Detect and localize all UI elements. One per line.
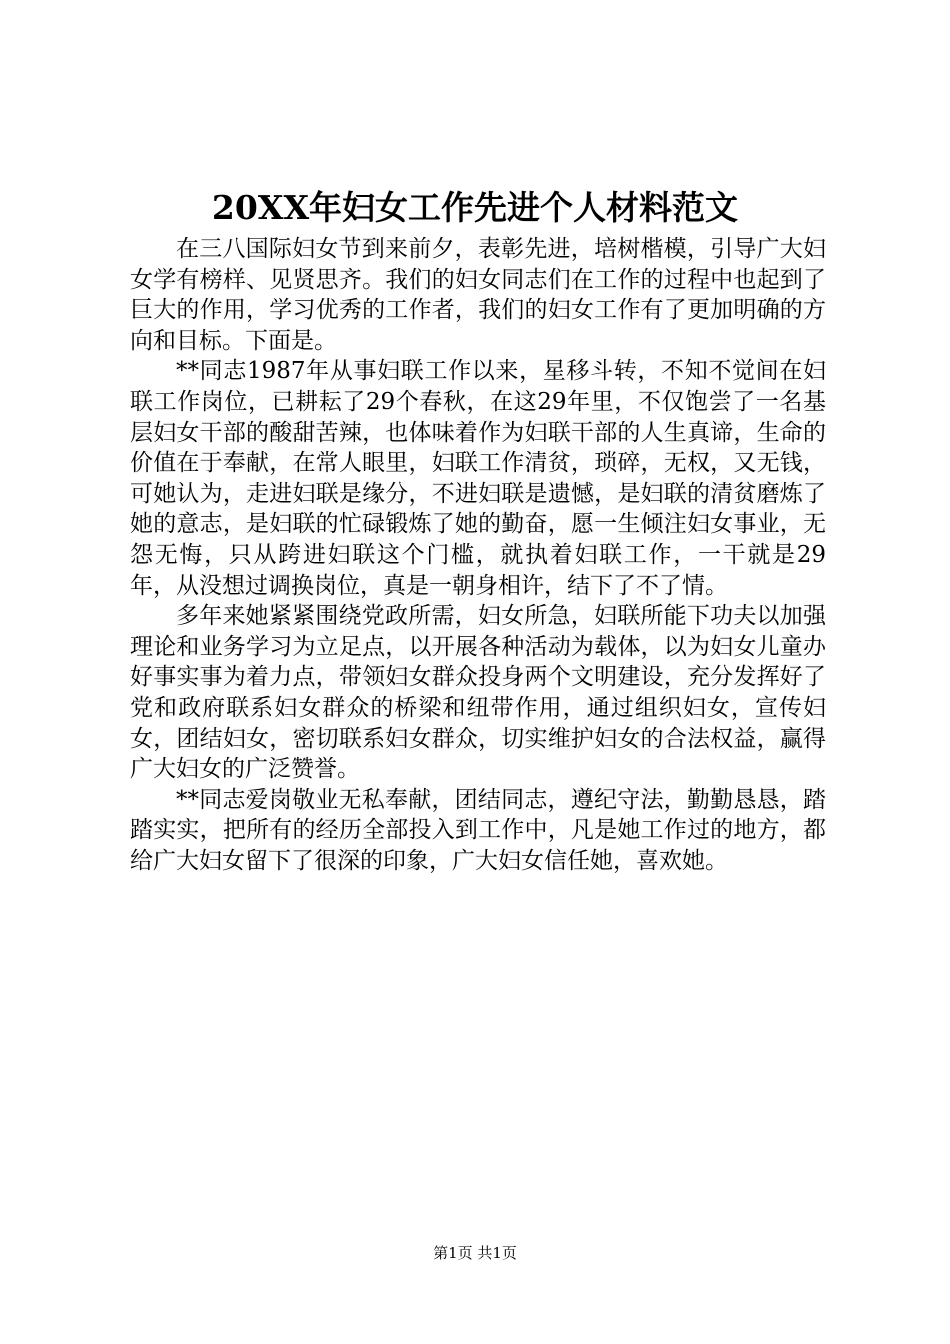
paragraph-intro: 在三八国际妇女节到来前夕，表彰先进，培树楷模，引导广大妇女学有榜样、见贤思齐。我们的妇女同志们在工作的过程中也起到了巨大的作用，学习优秀的工作者，我们的妇女工作有了更加明确的方向和目标。下面是。: [130, 236, 826, 354]
paragraph-career: **同志1987年从事妇联工作以来，星移斗转，不知不觉间在妇联工作岗位，已耕耘了29个春秋，在这29年里，不仅饱尝了一名基层妇女干部的酸甜苦辣，也体味着作为妇联干部的人生真谛，生命的价值在于奉献，在常人眼里，妇联工作清贫，琐碎，无权，又无钱，可她认为，走进妇联是缘分，不进妇联是遗憾，是妇联的清贫磨炼了她的意志，是妇联的忙碌锻炼了她的勤奋，愿一生倾注妇女事业，无怨无悔，只从跨进妇联这个门槛，就执着妇联工作，一干就是29年，从没想过调换岗位，真是一朝身相许，结下了不了情。: [130, 358, 826, 599]
document-body: [130, 234, 826, 876]
document-title: 20XX年妇女工作先进个人材料范文: [211, 188, 739, 227]
paragraph-achievements: 多年来她紧紧围绕党政所需，妇女所急，妇联所能下功夫以加强理论和业务学习为立足点，以开展各种活动为载体，以为妇女儿童办好事实事为着力点，带领妇女群众投身两个文明建设，充分发挥好了党和政府联系妇女群众的桥梁和纽带作用，通过组织妇女，宣传妇女，团结妇女，密切联系妇女群众，切实维护妇女的合法权益，赢得广大妇女的广泛赞誉。: [130, 603, 826, 783]
paragraph-dedication: **同志爱岗敬业无私奉献，团结同志，遵纪守法，勤勤恳恳，踏踏实实，把所有的经历全部投入到工作中，凡是她工作过的地方，都给广大妇女留下了很深的印象，广大妇女信任她，喜欢她。: [130, 786, 826, 874]
page-footer: 第1页 共1页: [433, 1244, 517, 1262]
